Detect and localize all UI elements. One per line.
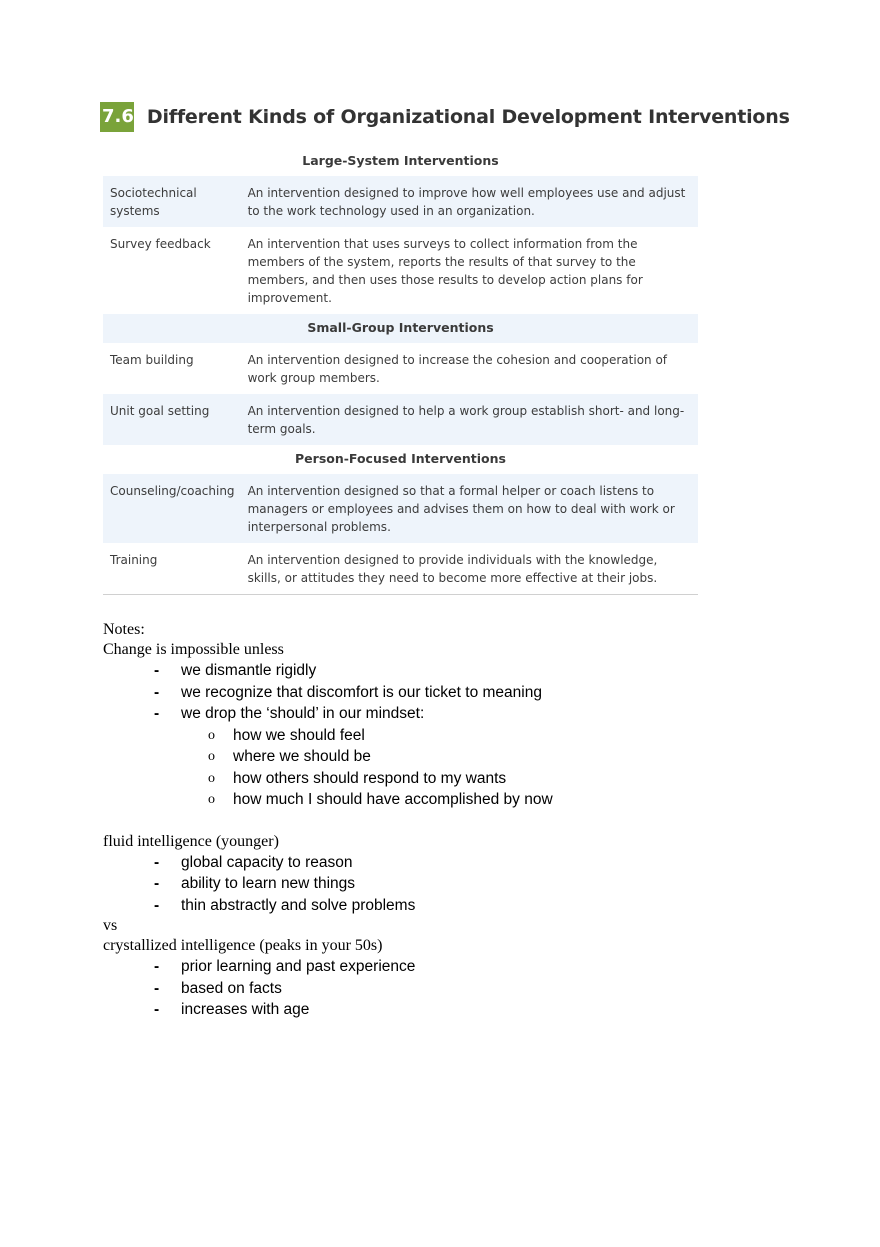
list-item xyxy=(103,703,803,725)
term-cell: Survey feedback xyxy=(110,237,211,251)
interventions-table xyxy=(103,147,698,595)
section-heading: Person-Focused Interventions xyxy=(295,451,506,466)
notes-section xyxy=(103,620,803,1021)
list-item xyxy=(103,725,803,747)
change-intro: Change is impossible unless xyxy=(103,641,284,658)
definition-cell: An intervention designed to help a work group establish short- and long-term goals. xyxy=(241,394,698,445)
dash-bullet: - xyxy=(154,896,160,914)
list-item xyxy=(103,660,803,682)
table-row xyxy=(103,394,698,445)
list-item-text: we recognize that discomfort is our ticket to meaning xyxy=(181,683,542,701)
list-item-text: how much I should have accomplished by now xyxy=(233,791,553,808)
crystal-heading: crystallized intelligence (peaks in your 50s) xyxy=(103,937,383,954)
definition-cell: An intervention designed to improve how well employees use and adjust to the work technology used in an organization. xyxy=(241,176,698,227)
figure-7-6 xyxy=(102,100,790,595)
list-item xyxy=(103,746,803,768)
circle-bullet: o xyxy=(208,749,215,764)
dash-bullet: - xyxy=(154,705,160,722)
circle-bullet: o xyxy=(208,770,215,786)
table-row xyxy=(103,474,698,543)
list-item-text: global capacity to reason xyxy=(181,853,353,871)
list-item-text: where we should be xyxy=(233,748,371,765)
figure-number: 7.6 xyxy=(100,102,134,132)
list-item-text: we dismantle rigidly xyxy=(181,662,317,679)
term-cell: Sociotechnical systems xyxy=(103,176,241,227)
dash-bullet: - xyxy=(154,979,160,997)
change-list xyxy=(103,660,803,725)
definition-cell: An intervention designed so that a formal helper or coach listens to managers or employees and advises them on how to deal with work or interpersonal problems. xyxy=(241,474,698,543)
term-cell: Unit goal setting xyxy=(103,394,241,445)
spacer xyxy=(103,811,803,832)
definition-cell: An intervention designed to provide individuals with the knowledge, skills, or attitudes they need to become more effective at their jobs. xyxy=(241,543,698,595)
table-row xyxy=(103,343,698,394)
term-cell: Training xyxy=(103,543,241,595)
circle-bullet: o xyxy=(208,792,215,807)
crystal-list xyxy=(103,956,803,1021)
section-heading: Large-System Interventions xyxy=(302,153,499,168)
fluid-heading: fluid intelligence (younger) xyxy=(103,832,279,850)
section-heading-row xyxy=(103,445,698,474)
fluid-list xyxy=(103,852,803,917)
list-item xyxy=(103,956,803,978)
table-row xyxy=(103,543,698,595)
term-cell: Team building xyxy=(110,353,194,367)
figure-title: Different Kinds of Organizational Development Interventions xyxy=(146,105,790,128)
dash-bullet: - xyxy=(154,662,160,679)
term-cell: Counseling/coaching xyxy=(103,474,241,543)
list-item-text: increases with age xyxy=(181,1001,310,1018)
list-item-text: we drop the ‘should’ in our mindset: xyxy=(181,705,425,722)
list-item-text: thin abstractly and solve problems xyxy=(181,896,416,914)
dash-bullet: - xyxy=(154,1001,160,1018)
list-item-text: based on facts xyxy=(181,979,282,997)
dash-bullet: - xyxy=(154,853,160,871)
section-heading-row xyxy=(103,314,698,343)
definition-cell: An intervention designed to increase the cohesion and cooperation of work group members. xyxy=(247,353,668,385)
table-row xyxy=(103,227,698,314)
list-item-text: ability to learn new things xyxy=(181,875,356,892)
list-item xyxy=(103,895,803,917)
list-item-text: prior learning and past experience xyxy=(181,958,416,975)
list-item xyxy=(103,789,803,811)
figure-header xyxy=(102,100,790,133)
list-item xyxy=(103,873,803,895)
dash-bullet: - xyxy=(154,875,160,892)
vs-label: vs xyxy=(103,917,118,934)
list-item xyxy=(103,999,803,1021)
table-row xyxy=(103,176,698,227)
definition-cell: An intervention that uses surveys to collect information from the members of the system, reports the results of that survey to the members, and then uses those results to develop action plans for improvement. xyxy=(247,237,643,305)
section-heading: Small-Group Interventions xyxy=(103,314,698,343)
list-item xyxy=(103,852,803,874)
list-item xyxy=(103,682,803,704)
section-heading-row xyxy=(103,147,698,176)
circle-bullet: o xyxy=(208,727,215,743)
should-list xyxy=(103,725,803,811)
dash-bullet: - xyxy=(154,683,160,701)
notes-label: Notes: xyxy=(103,621,145,638)
list-item xyxy=(103,978,803,1000)
list-item-text: how we should feel xyxy=(233,726,365,744)
dash-bullet: - xyxy=(154,958,160,975)
list-item xyxy=(103,768,803,790)
list-item-text: how others should respond to my wants xyxy=(233,769,507,787)
